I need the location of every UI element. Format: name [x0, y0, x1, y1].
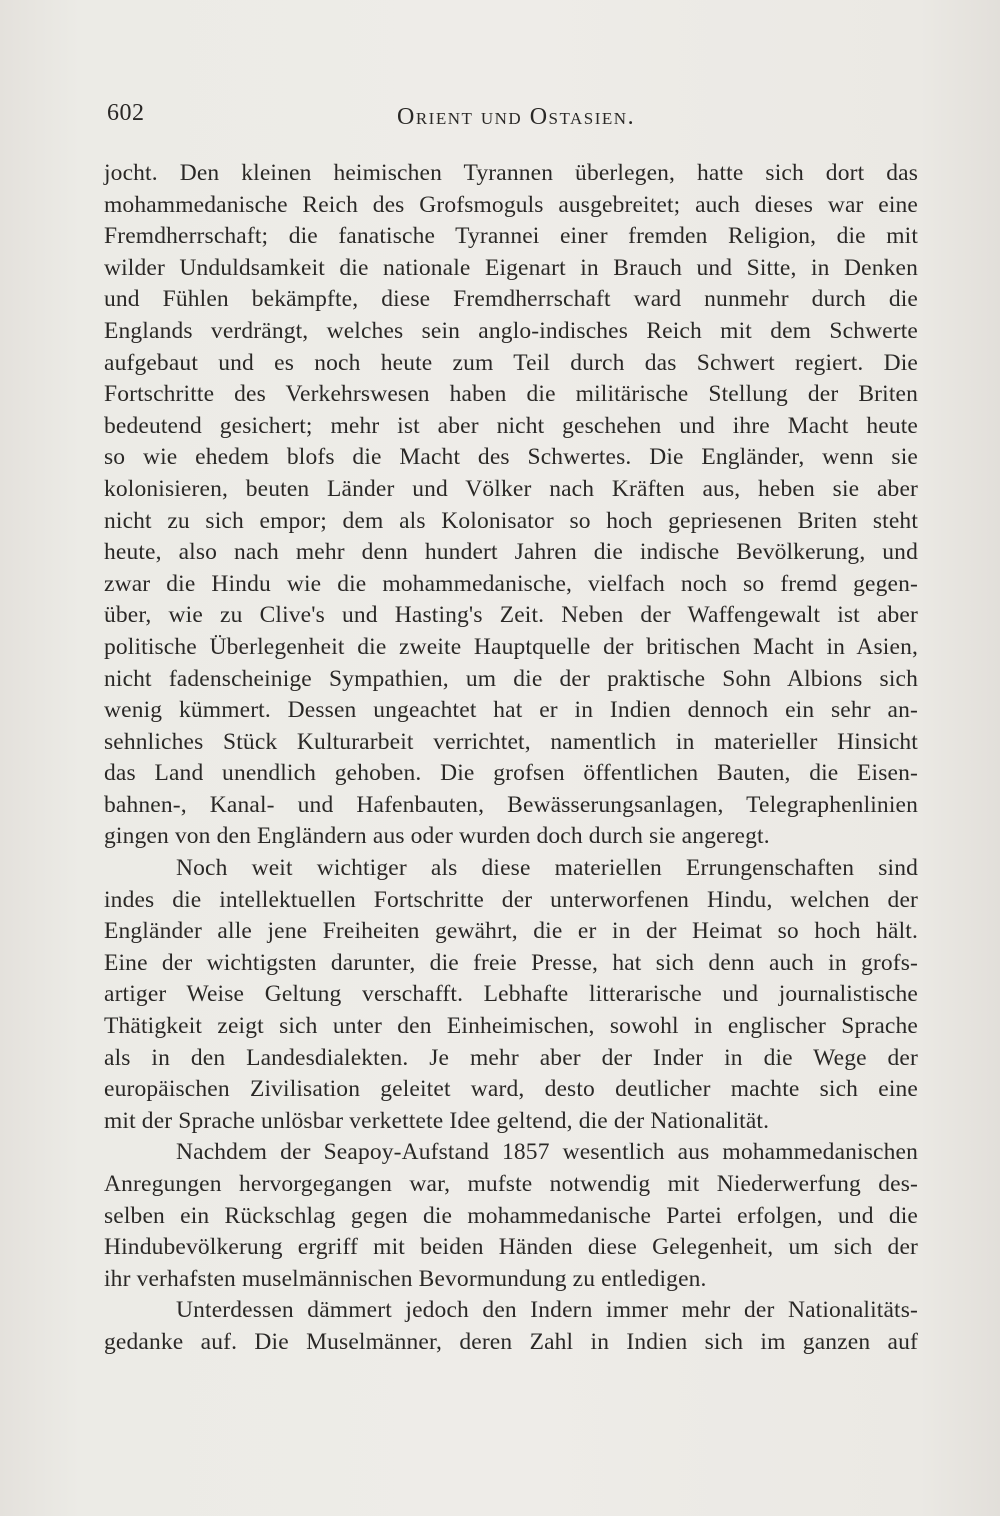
paragraph-first-line: Unterdessen dämmert jedoch den Indern immer mehr der Nationalitäts-	[176, 1297, 918, 1324]
text-line: politische Überlegenheit die zweite Hauptquelle der britischen Macht in Asien,	[104, 633, 918, 660]
text-line: Engländer alle jene Freiheiten gewährt, die er in der Heimat so hoch hält.	[104, 918, 918, 945]
text-line: artiger Weise Geltung verschafft. Lebhafte litterarische und journalistische	[104, 981, 918, 1008]
text-line: nicht zu sich empor; dem als Kolonisator so hoch gepriesenen Briten steht	[104, 507, 918, 534]
text-line: Thätigkeit zeigt sich unter den Einheimischen, sowohl in englischer Sprache	[104, 1013, 918, 1040]
text-line: ihr verhafsten muselmännischen Bevormundung zu entledigen.	[104, 1265, 707, 1292]
text-line: sehnliches Stück Kulturarbeit verrichtet, namentlich in materieller Hinsicht	[104, 728, 918, 755]
text-line: kolonisieren, beuten Länder und Völker nach Kräften aus, heben sie aber	[104, 475, 918, 502]
text-line: wenig kümmert. Dessen ungeachtet hat er in Indien dennoch ein sehr an-	[104, 697, 918, 724]
text-line: Fortschritte des Verkehrswesen haben die militärische Stellung der Briten	[104, 381, 918, 408]
text-line: Eine der wichtigsten darunter, die freie Presse, hat sich denn auch in grofs-	[104, 949, 918, 976]
text-line: wilder Unduldsamkeit die nationale Eigenart in Brauch und Sitte, in Denken	[104, 254, 918, 281]
text-line: Anregungen hervorgegangen war, mufste notwendig mit Niederwerfung des-	[104, 1171, 918, 1197]
text-line: aufgebaut und es noch heute zum Teil durch das Schwert regiert. Die	[104, 349, 918, 376]
text-line: das Land unendlich gehoben. Die grofsen öffentlichen Bauten, die Eisen-	[104, 760, 918, 787]
text-line: heute, also nach mehr denn hundert Jahren die indische Bevölkerung, und	[104, 539, 918, 566]
text-line: gingen von den Engländern aus oder wurden doch durch sie angeregt.	[104, 823, 770, 850]
text-line: zwar die Hindu wie die mohammedanische, vielfach noch so fremd gegen-	[104, 570, 918, 597]
text-line: nicht fadenscheinige Sympathien, um die der praktische Sohn Albions sich	[104, 665, 918, 692]
text-line: selben ein Rückschlag gegen die mohammedanische Partei erfolgen, und die	[104, 1202, 918, 1229]
text-line: mohammedanische Reich des Grofsmoguls ausgebreitet; auch dieses war eine	[104, 191, 918, 218]
text-line: über, wie zu Clive's und Hasting's Zeit. Neben der Waffengewalt ist aber	[104, 602, 918, 629]
running-head: Orient und Ostasien.	[397, 104, 636, 130]
text-line: und Fühlen bekämpfte, diese Fremdherrschaft ward nunmehr durch die	[104, 286, 918, 313]
text-line: Englands verdrängt, welches sein anglo-indisches Reich mit dem Schwerte	[104, 317, 918, 344]
text-line: so wie ehedem blofs die Macht des Schwertes. Die Engländer, wenn sie	[104, 444, 918, 471]
page-header	[107, 100, 920, 140]
text-line: gedanke auf. Die Muselmänner, deren Zahl in Indien sich im ganzen auf	[104, 1328, 918, 1355]
text-line: europäischen Zivilisation geleitet ward, desto deutlicher machte sich eine	[104, 1076, 918, 1103]
paragraph-first-line: Noch weit wichtiger als diese materiellen Errungenschaften sind	[176, 855, 918, 882]
text-line: indes die intellektuellen Fortschritte der unterworfenen Hindu, welchen der	[104, 886, 918, 913]
text-line: bahnen-, Kanal- und Hafenbauten, Bewässerungsanlagen, Telegraphenlinien	[104, 791, 918, 818]
text-line: Hindubevölkerung ergriff mit beiden Händen diese Gelegenheit, um sich der	[104, 1234, 918, 1261]
text-line: als in den Landesdialekten. Je mehr aber der Inder in die Wege der	[104, 1044, 918, 1071]
page-number: 602	[107, 100, 145, 126]
text-line: Fremdherrschaft; die fanatische Tyrannei einer fremden Religion, die mit	[104, 223, 918, 250]
text-line: mit der Sprache unlösbar verkettete Idee geltend, die der Nationalität.	[104, 1107, 770, 1134]
paragraph-first-line: Nachdem der Seapoy-Aufstand 1857 wesentlich aus mohammedanischen	[176, 1139, 918, 1166]
text-line: bedeutend gesichert; mehr ist aber nicht geschehen und ihre Macht heute	[104, 412, 918, 439]
body-text	[104, 158, 918, 1359]
text-line: jocht. Den kleinen heimischen Tyrannen überlegen, hatte sich dort das	[104, 160, 918, 186]
